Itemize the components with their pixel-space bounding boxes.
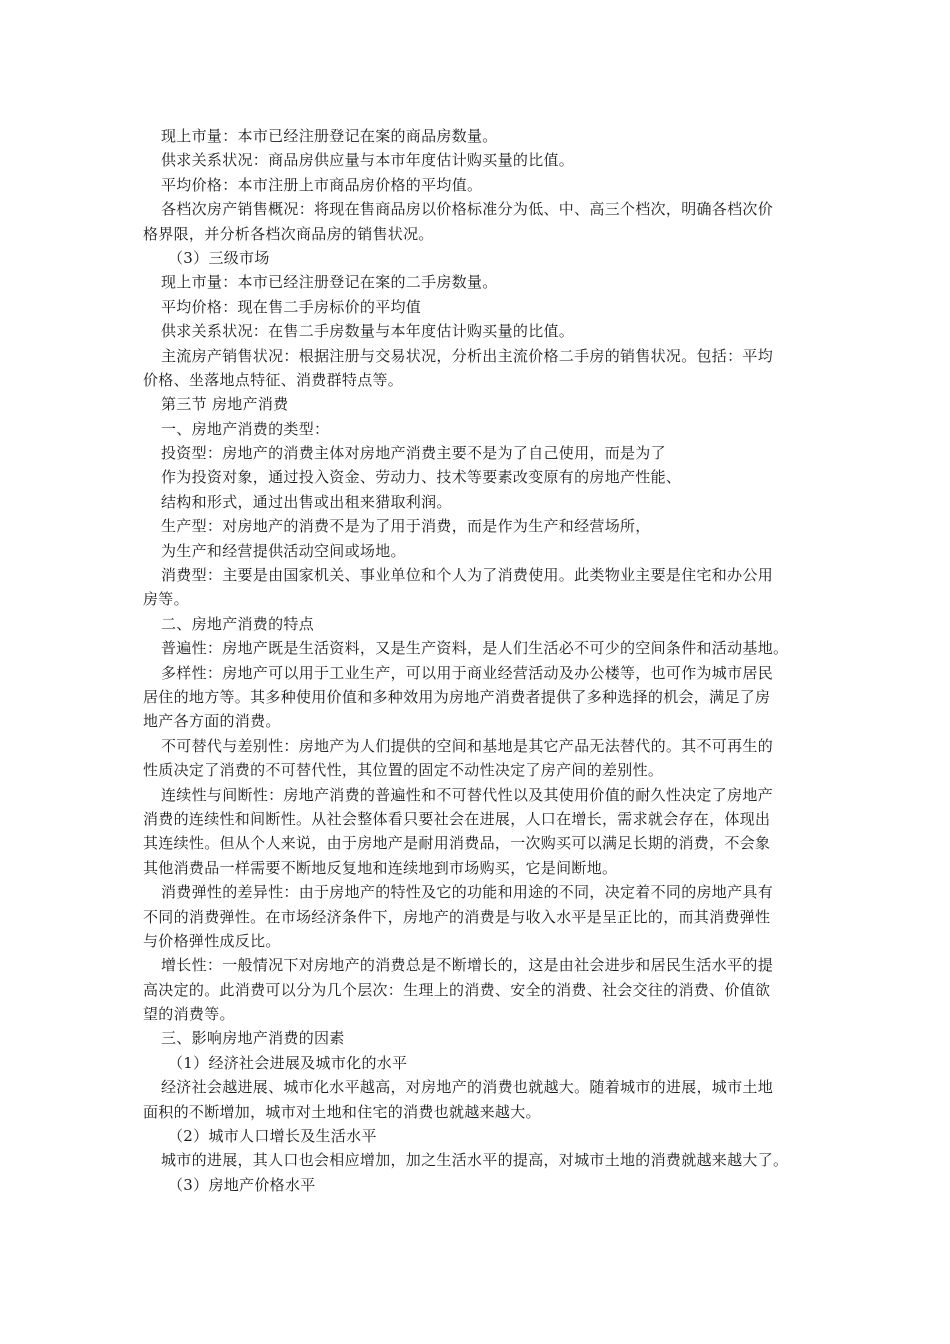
text-line: 结构和形式，通过出售或出租来猎取利润。 bbox=[161, 492, 452, 511]
text-line: 平均价格：现在售二手房标价的平均值 bbox=[161, 297, 422, 316]
text-line: 多样性：房地产可以用于工业生产，可以用于商业经营活动及办公楼等，也可作为城市居民 bbox=[161, 663, 774, 682]
text-line: 现上市量：本市已经注册登记在案的二手房数量。 bbox=[161, 273, 498, 292]
text-line: 面积的不断增加，城市对土地和住宅的消费也就越来越大。 bbox=[143, 1102, 541, 1121]
text-line: 高决定的。此消费可以分为几个层次：生理上的消费、安全的消费、社会交往的消费、价值欲 bbox=[143, 980, 771, 999]
text-line: 居住的地方等。其多种使用价值和多种效用为房地产消费者提供了多种选择的机会，满足了房 bbox=[143, 687, 771, 706]
text-line: 主流房产销售状况：根据注册与交易状况，分析出主流价格二手房的销售状况。包括：平均 bbox=[161, 346, 774, 365]
text-line: 性质决定了消费的不可替代性，其位置的固定不动性决定了房产间的差别性。 bbox=[143, 761, 664, 780]
text-line: 各档次房产销售概况：将现在售商品房以价格标准分为低、中、高三个档次，明确各档次价 bbox=[161, 200, 774, 219]
document-page bbox=[143, 124, 808, 1197]
section-heading: 二、房地产消费的特点 bbox=[161, 614, 315, 633]
text-line: 其连续性。但从个人来说，由于房地产是耐用消费品，一次购买可以满足长期的消费，不会象 bbox=[143, 834, 771, 853]
text-line: 普遍性：房地产既是生活资料，又是生产资料，是人们生活必不可少的空间条件和活动基地。 bbox=[161, 639, 789, 658]
text-line: 供求关系状况：商品房供应量与本市年度估计购买量的比值。 bbox=[161, 151, 575, 170]
text-line: 连续性与间断性：房地产消费的普遍性和不可替代性以及其使用价值的耐久性决定了房地产 bbox=[161, 785, 774, 804]
text-line: 城市的进展，其人口也会相应增加，加之生活水平的提高，对城市土地的消费就越来越大了。 bbox=[161, 1151, 789, 1170]
section-heading: 三、影响房地产消费的因素 bbox=[161, 1029, 345, 1048]
section-heading: 一、房地产消费的类型： bbox=[161, 419, 330, 438]
text-line: 格界限，并分析各档次商品房的销售状况。 bbox=[143, 224, 434, 243]
text-line: 望的消费等。 bbox=[143, 1005, 235, 1024]
text-line: 生产型：对房地产的消费不是为了用于消费，而是作为生产和经营场所， bbox=[161, 517, 651, 536]
text-line: 其他消费品一样需要不断地反复地和连续地到市场购买，它是间断地。 bbox=[143, 858, 618, 877]
text-line: 消费型：主要是由国家机关、事业单位和个人为了消费使用。此类物业主要是住宅和办公用 bbox=[161, 566, 774, 585]
subsection-heading: （3）房地产价格水平 bbox=[168, 1175, 316, 1194]
text-line: 平均价格：本市注册上市商品房价格的平均值。 bbox=[161, 175, 483, 194]
text-line: 不同的消费弹性。在市场经济条件下，房地产的消费是与收入水平是呈正比的，而其消费弹性 bbox=[143, 907, 771, 926]
text-line: 为生产和经营提供活动空间或场地。 bbox=[161, 541, 406, 560]
text-line: 价格、坐落地点特征、消费群特点等。 bbox=[143, 370, 404, 389]
text-line: 地产各方面的消费。 bbox=[143, 712, 281, 731]
subsection-heading: （1）经济社会进展及城市化的水平 bbox=[168, 1053, 408, 1072]
text-line: 投资型：房地产的消费主体对房地产消费主要不是为了自己使用，而是为了 bbox=[161, 444, 666, 463]
text-line: 不可替代与差别性：房地产为人们提供的空间和基地是其它产品无法替代的。其不可再生的 bbox=[161, 736, 774, 755]
text-line: 消费的连续性和间断性。从社会整体看只要社会在进展，人口在增长，需求就会存在，体现出 bbox=[143, 809, 771, 828]
text-line: 房等。 bbox=[143, 590, 189, 609]
subsection-heading: （2）城市人口增长及生活水平 bbox=[168, 1127, 377, 1146]
text-line: 供求关系状况：在售二手房数量与本年度估计购买量的比值。 bbox=[161, 322, 575, 341]
text-line: 作为投资对象，通过投入资金、劳动力、技术等要素改变原有的房地产性能、 bbox=[161, 468, 682, 487]
text-line: 经济社会越进展、城市化水平越高，对房地产的消费也就越大。随着城市的进展，城市土地 bbox=[161, 1078, 774, 1097]
chapter-heading: 第三节 房地产消费 bbox=[161, 395, 289, 414]
section-heading: （3）三级市场 bbox=[168, 248, 270, 267]
text-line: 增长性：一般情况下对房地产的消费总是不断增长的，这是由社会进步和居民生活水平的提 bbox=[161, 956, 774, 975]
text-line: 消费弹性的差异性：由于房地产的特性及它的功能和用途的不同，决定着不同的房地产具有 bbox=[161, 883, 774, 902]
text-line: 与价格弹性成反比。 bbox=[143, 931, 281, 950]
text-line: 现上市量：本市已经注册登记在案的商品房数量。 bbox=[161, 127, 498, 145]
